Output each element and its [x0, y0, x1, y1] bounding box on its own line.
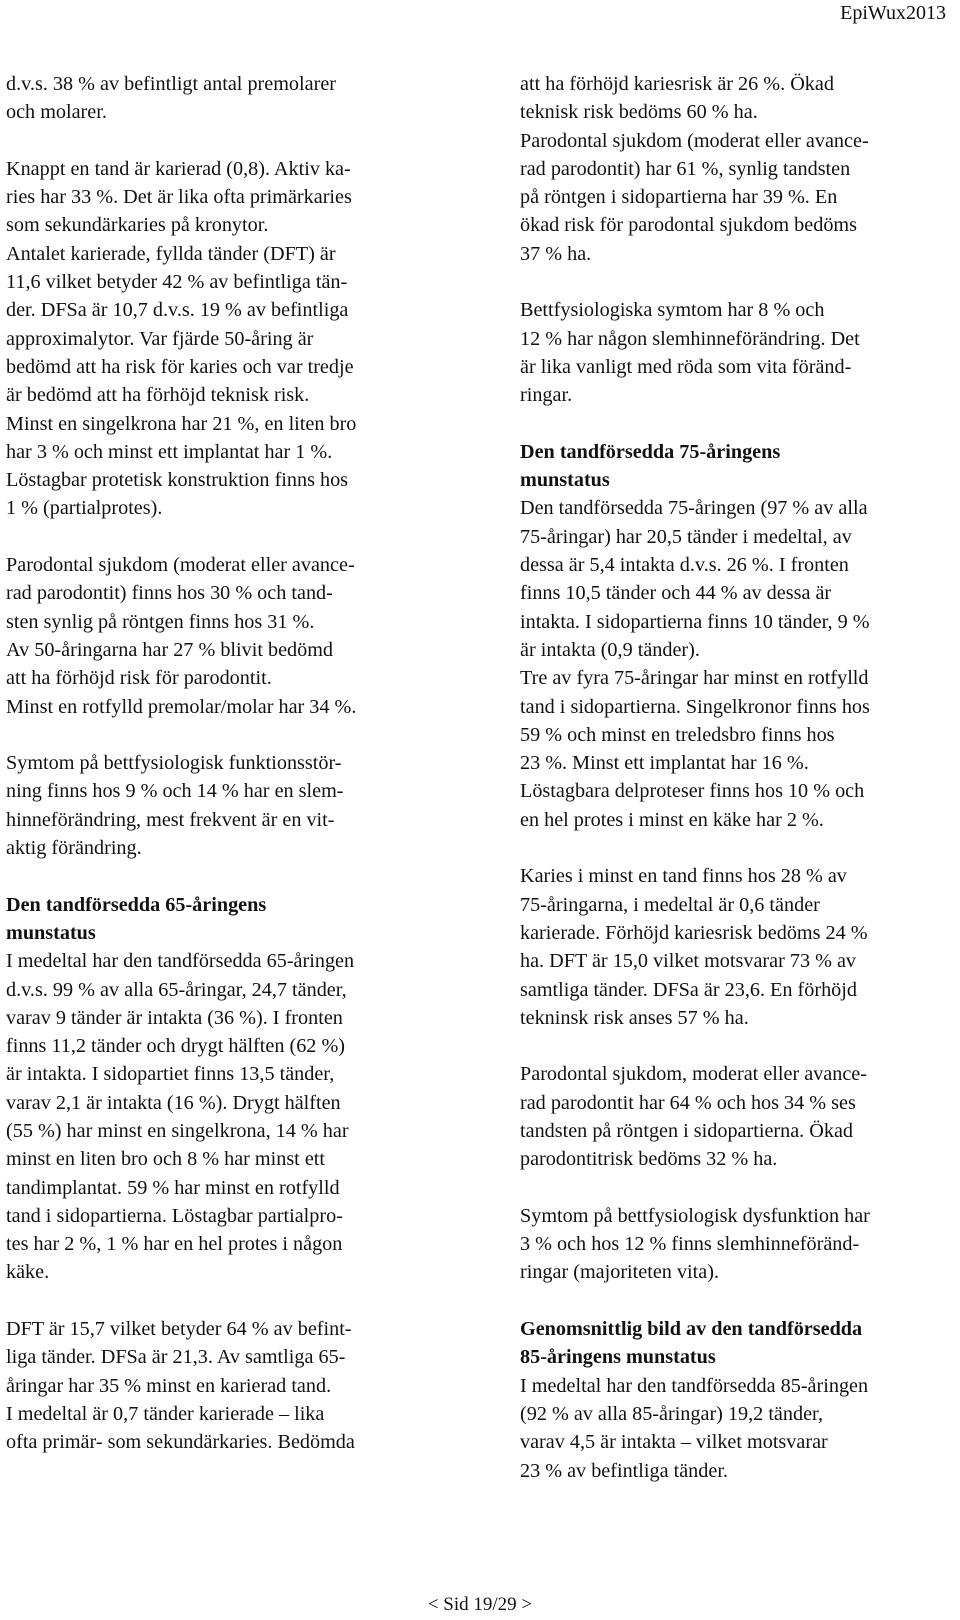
text-line: hinneförändring, mest frekvent är en vit-: [6, 808, 335, 831]
section-heading: Den tandförsedda 75-åringens: [520, 440, 781, 463]
text-line: 37 % ha.: [520, 242, 592, 265]
text-line: Löstagbar protetisk konstruktion finns hos: [6, 469, 349, 492]
text-line: parodontitrisk bedöms 32 % ha.: [520, 1148, 778, 1171]
text-line: Parodontal sjukdom (moderat eller avance-: [520, 129, 869, 152]
text-line: och molarer.: [6, 101, 107, 124]
text-line: Symtom på bettfysiologisk dysfunktion har: [520, 1204, 870, 1227]
text-line: 59 % och minst en treledsbro finns hos: [520, 723, 835, 746]
text-line: Antalet karierade, fyllda tänder (DFT) är: [6, 242, 336, 265]
text-line: tekninsk risk anses 57 % ha.: [520, 1006, 749, 1029]
text-line: 75-åringar) har 20,5 tänder i medeltal, av: [520, 525, 852, 548]
text-line: 12 % har någon slemhinneförändring. Det: [520, 327, 860, 350]
text-line: tes har 2 %, 1 % har en hel protes i någon: [6, 1233, 343, 1256]
text-line: ries har 33 %. Det är lika ofta primärkaries: [6, 186, 352, 209]
text-line: I medeltal har den tandförsedda 65-åringen: [6, 950, 355, 973]
text-line: (55 %) har minst en singelkrona, 14 % har: [6, 1119, 349, 1142]
text-line: varav 4,5 är intakta – vilket motsvarar: [520, 1431, 828, 1454]
text-line: rad parodontit) finns hos 30 % och tand-: [6, 582, 333, 605]
section-heading: munstatus: [6, 921, 96, 944]
section-heading: munstatus: [520, 469, 610, 492]
text-line: Parodontal sjukdom, moderat eller avance-: [520, 1063, 867, 1086]
text-line: åringar har 35 % minst en karierad tand.: [6, 1374, 332, 1397]
text-line: 75-åringarna, i medeltal är 0,6 tänder: [520, 893, 820, 916]
text-line: 23 % av befintliga tänder.: [520, 1459, 728, 1482]
text-line: approximalytor. Var fjärde 50-åring är: [6, 327, 314, 350]
text-line: på röntgen i sidopartierna har 39 %. En: [520, 186, 838, 209]
text-line: varav 2,1 är intakta (16 %). Drygt hälften: [6, 1091, 341, 1114]
text-line: aktig förändring.: [6, 837, 142, 860]
text-line: der. DFSa är 10,7 d.v.s. 19 % av befintliga: [6, 299, 349, 322]
text-line: Minst en rotfylld premolar/molar har 34 %.: [6, 695, 357, 718]
text-line: 1 % (partialprotes).: [6, 497, 163, 520]
text-line: Av 50-åringarna har 27 % blivit bedömd: [6, 638, 334, 661]
text-line: teknisk risk bedöms 60 % ha.: [520, 101, 758, 124]
text-line: I medeltal har den tandförsedda 85-åringen: [520, 1374, 869, 1397]
text-line: Knappt en tand är karierad (0,8). Aktiv ka-: [6, 157, 351, 180]
text-line: ringar (majoriteten vita).: [520, 1261, 719, 1284]
text-line: är intakta (0,9 tänder).: [520, 638, 700, 661]
text-line: Symtom på bettfysiologisk funktionsstör-: [6, 752, 342, 775]
text-line: är lika vanligt med röda som vita föränd-: [520, 355, 852, 378]
text-line: 11,6 vilket betyder 42 % av befintliga tän-: [6, 271, 348, 294]
text-line: sten synlig på röntgen finns hos 31 %.: [6, 610, 315, 633]
section-heading: Genomsnittlig bild av den tandförsedda: [520, 1318, 863, 1341]
text-line: Den tandförsedda 75-åringen (97 % av alla: [520, 497, 868, 520]
text-line: käke.: [6, 1261, 50, 1284]
text-line: karierade. Förhöjd kariesrisk bedöms 24 %: [520, 921, 868, 944]
text-line: tandsten på röntgen i sidopartierna. Ökad: [520, 1119, 853, 1142]
text-line: Parodontal sjukdom (moderat eller avance-: [6, 554, 355, 577]
text-line: ning finns hos 9 % och 14 % har en slem-: [6, 780, 344, 803]
text-line: (92 % av alla 85-åringar) 19,2 tänder,: [520, 1402, 823, 1425]
text-line: Bettfysiologiska symtom har 8 % och: [520, 299, 825, 322]
text-line: Karies i minst en tand finns hos 28 % av: [520, 865, 847, 888]
text-line: att ha förhöjd risk för parodontit.: [6, 667, 272, 690]
text-line: att ha förhöjd kariesrisk är 26 %. Ökad: [520, 73, 834, 95]
text-line: Tre av fyra 75-åringar har minst en rotfylld: [520, 667, 869, 690]
running-header: EpiWux2013: [840, 2, 946, 24]
text-line: Löstagbara delproteser finns hos 10 % och: [520, 780, 865, 803]
right-column: [520, 70, 956, 1485]
text-line: har 3 % och minst ett implantat har 1 %.: [6, 440, 333, 463]
text-line: en hel protes i minst en käke har 2 %.: [520, 808, 824, 831]
text-line: 23 %. Minst ett implantat har 16 %.: [520, 752, 809, 775]
text-line: d.v.s. 38 % av befintligt antal premolarer: [6, 73, 336, 95]
text-line: tandimplantat. 59 % har minst en rotfylld: [6, 1176, 340, 1199]
text-line: intakta. I sidopartierna finns 10 tänder, 9 %: [520, 610, 870, 633]
text-line: dessa är 5,4 intakta d.v.s. 26 %. I fronten: [520, 554, 849, 577]
text-line: varav 9 tänder är intakta (36 %). I fronten: [6, 1006, 343, 1029]
text-line: som sekundärkaries på kronytor.: [6, 214, 269, 237]
text-line: är intakta. I sidopartiet finns 13,5 tänder,: [6, 1063, 335, 1086]
text-line: bedömd att ha risk för karies och var tredje: [6, 355, 354, 378]
text-line: ofta primär- som sekundärkaries. Bedömda: [6, 1431, 355, 1454]
text-line: tand i sidopartierna. Singelkronor finns hos: [520, 695, 870, 718]
text-line: I medeltal är 0,7 tänder karierade – lika: [6, 1402, 325, 1425]
text-line: är bedömd att ha förhöjd teknisk risk.: [6, 384, 310, 407]
text-line: minst en liten bro och 8 % har minst ett: [6, 1148, 326, 1171]
left-column: [6, 70, 442, 1457]
text-line: rad parodontit) har 61 %, synlig tandsten: [520, 157, 851, 180]
text-line: ökad risk för parodontal sjukdom bedöms: [520, 214, 857, 237]
text-line: ha. DFT är 15,0 vilket motsvarar 73 % av: [520, 950, 857, 973]
text-line: rad parodontit har 64 % och hos 34 % ses: [520, 1091, 856, 1114]
text-line: liga tänder. DFSa är 21,3. Av samtliga 65-: [6, 1346, 346, 1369]
text-line: samtliga tänder. DFSa är 23,6. En förhöjd: [520, 978, 857, 1001]
text-line: tand i sidopartierna. Löstagbar partialpro-: [6, 1204, 343, 1227]
text-line: d.v.s. 99 % av alla 65-åringar, 24,7 tänder,: [6, 978, 347, 1001]
section-heading: Den tandförsedda 65-åringens: [6, 893, 267, 916]
page-number: < Sid 19/29 >: [427, 1594, 533, 1615]
text-line: Minst en singelkrona har 21 %, en liten bro: [6, 412, 357, 435]
section-heading: 85-åringens munstatus: [520, 1346, 716, 1369]
text-line: 3 % och hos 12 % finns slemhinneföränd-: [520, 1233, 860, 1256]
text-line: finns 11,2 tänder och drygt hälften (62 %): [6, 1035, 345, 1058]
text-line: DFT är 15,7 vilket betyder 64 % av befint-: [6, 1318, 352, 1341]
text-line: finns 10,5 tänder och 44 % av dessa är: [520, 582, 832, 605]
text-line: ringar.: [520, 384, 573, 407]
